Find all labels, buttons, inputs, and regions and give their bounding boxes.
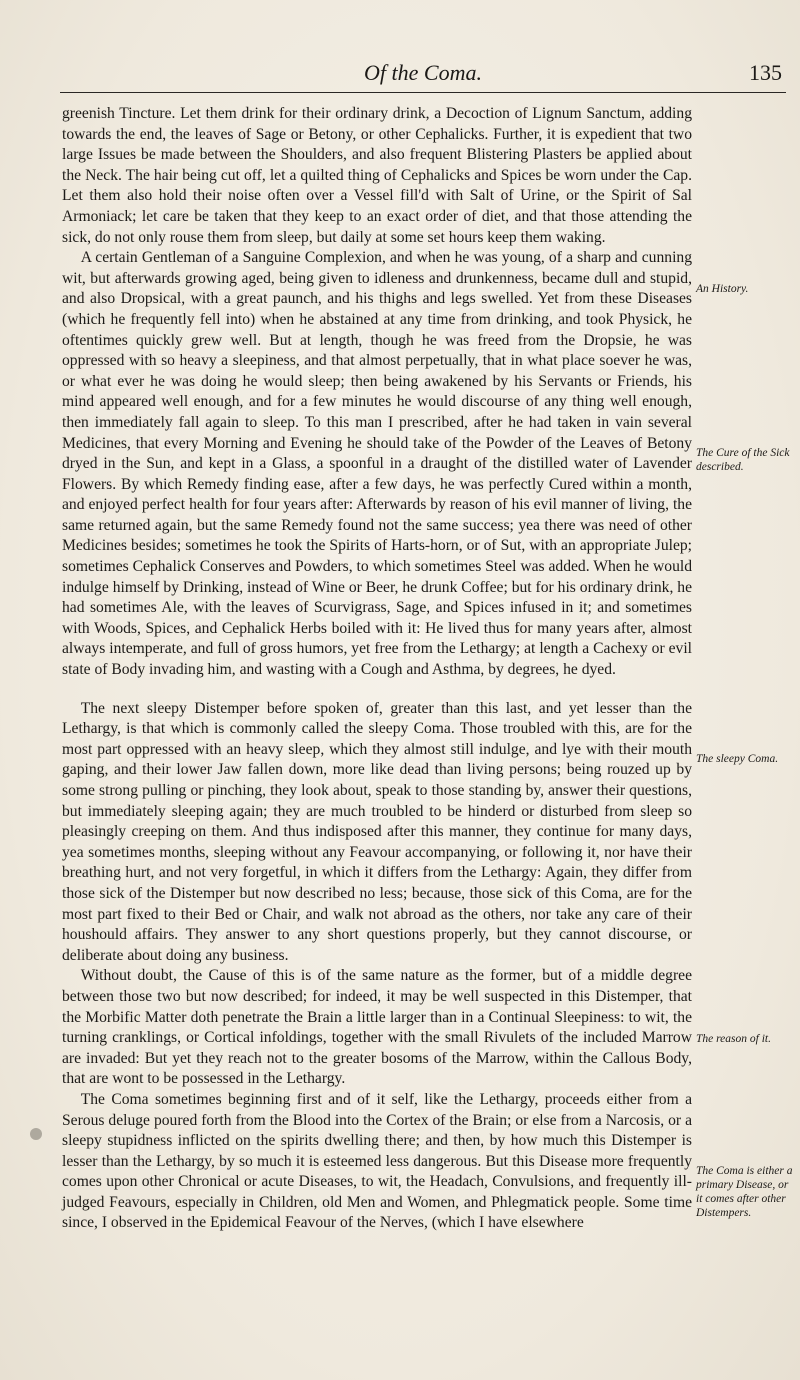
margin-note-primary-disease: The Coma is either a primary Disease, or it comes after other Distempers.	[696, 1165, 793, 1219]
body-text	[62, 104, 692, 1234]
margin-note-history: An History.	[696, 283, 749, 295]
paragraph-coma-origin: The Coma sometimes beginning first and of it self, like the Lethargy, proceeds either from a Serous deluge poured forth from the Blood into the Cortex of the Brain; or else from a Narcosis, or a sleepy stupidness inflicted on the spirits dwelling there; and then, by how much this Distemper is lesser than the Lethargy, by so much it is esteemed less dangerous. But this Disease more frequently comes upon other Chronical or acute Diseases, to wit, the Headach, Convulsions, and frequently ill-judged Feavours, especially in Children, old Men and Women, and Phlegmatick people. Some time since, I observed in the Epidemical Feavour of the Nerves, (which I have elsewhere	[62, 1090, 692, 1232]
margin-note-reason: The reason of it.	[696, 1033, 771, 1045]
paragraph-sleepy-coma: The next sleepy Distemper before spoken of, greater than this last, and yet lesser than the Lethargy, is that which is commonly called the sleepy Coma. Those troubled with this, are for the most part oppressed with an heavy sleep, which they almost still indulge, and lye with their mouth gaping, and their lower Jaw fallen down, more like dead than living persons; being rouzed up by some strong pulling or pinching, they look about, speak to those standing by, answer their questions, but immediately sleeping again; they are much troubled to be hinderd or disturbed from sleep so pleasingly creeping on them. And thus indisposed after this manner, they continue for many days, yea sometimes months, sleeping without any Feavour accompanying, or following it, nor have their breathing hurt, and not very forgetful, in which it differs from the Lethargy: Again, they differ from those sick of the Distemper but now described no less; because, those sick of this Coma, are for the most part fixed to their Bed or Chair, and walk not abroad as the others, nor take any care of their houshould affairs. They answer to any short questions properly, but they cannot discourse, or deliberate about doing any business.	[62, 699, 692, 964]
paragraph-treatment: greenish Tincture. Let them drink for their ordinary drink, a Decoction of Lignum Sanctum, adding towards the end, the leaves of Sage or Betony, or other Cephalicks. Further, it is expedient that two large Issues be made between the Shoulders, and also frequent Blistering Plasters be applied about the Neck. The hair being cut off, let a quilted thing of Cephalicks and Spices be worn under the Cap. Let them also hold their noise often over a Vessel fill'd with Salt of Urine, or the Spirit of Sal Armoniack; let care be taken that they keep to an exact order of diet, and that those attending the sick, do not only rouse them from sleep, but daily at some set hours keep them waking.	[62, 105, 692, 246]
running-head: Of the Coma.	[364, 60, 482, 85]
ink-smudge	[30, 1128, 42, 1140]
paragraph-history: A certain Gentleman of a Sanguine Complexion, and when he was young, of a sharp and cunning wit, but afterwards growing aged, being given to idleness and drunkenness, became dull and stupid, and also Dropsical, with a great paunch, and his thighs and legs swelled. Yet from these Diseases (which he frequently fell into) when he abstained at any time from drinking, and took Physick, he oftentimes quickly grew well. But at length, though he was freed from the Dropsie, he was oppressed with so heavy a sleepiness, and that almost perpetually, that in what place soever he was, or what ever he was doing he would sleep; then being awakened by his Servants or Friends, his mind appeared well enough, and for a few minutes he would discourse of any thing well enough, then immediately fall again to sleep. To this man I prescribed, after he had taken in vain several Medicines, that every Morning and Evening he should take of the Powder of the Leaves of Betony dryed in the Sun, and kept in a Glass, a spoonful in a draught of the distilled water of Lavender Flowers. By which Remedy finding ease, after a few days, he was perfectly Cured within a month, and enjoyed perfect health for four years after: Afterwards by reason of his evil manner of living, the same returned again, but the same Remedy found not the same success; yea there was need of other Medicines besides; sometimes he took the Spirits of Harts-horn, or of Sut, with an appropriate Julep; sometimes Cephalick Conserves and Powders, to which sometimes Steel was added. When he would indulge himself by Drinking, instead of Wine or Beer, he drunk Coffee; but for his ordinary drink, he had sometimes Ale, with the leaves of Scurvigrass, Sage, and Spices infused in it; and sometimes with Woods, Spices, and Cephalick Herbs boiled with it: He lived thus for many years after, almost always intemperate, and full of gross humors, yet free from the Lethargy; at length a Cachexy or evil state of Body invading him, and wasting with a Cough and Asthma, by degrees, he dyed.	[62, 249, 692, 679]
margin-note-cure: The Cure of the Sick described.	[696, 447, 790, 473]
page-header	[60, 58, 786, 93]
margin-notes	[696, 0, 796, 1380]
paragraph-cause: Without doubt, the Cause of this is of the same nature as the former, but of a middle degree between those two but now described; for indeed, it may be well suspected in this Distemper, that the Morbific Matter doth penetrate the Brain a little larger than in a Continual Sleepiness: to wit, the turning cranklings, or Cortical infoldings, together with the small Rivulets of the included Marrow are invaded: But yet they reach not to the greater bosoms of the Marrow, within the Callous Body, that are wont to be possessed in the Lethargy.	[62, 967, 692, 1088]
page-number: 135	[749, 60, 782, 85]
margin-note-sleepy-coma: The sleepy Coma.	[696, 753, 779, 765]
